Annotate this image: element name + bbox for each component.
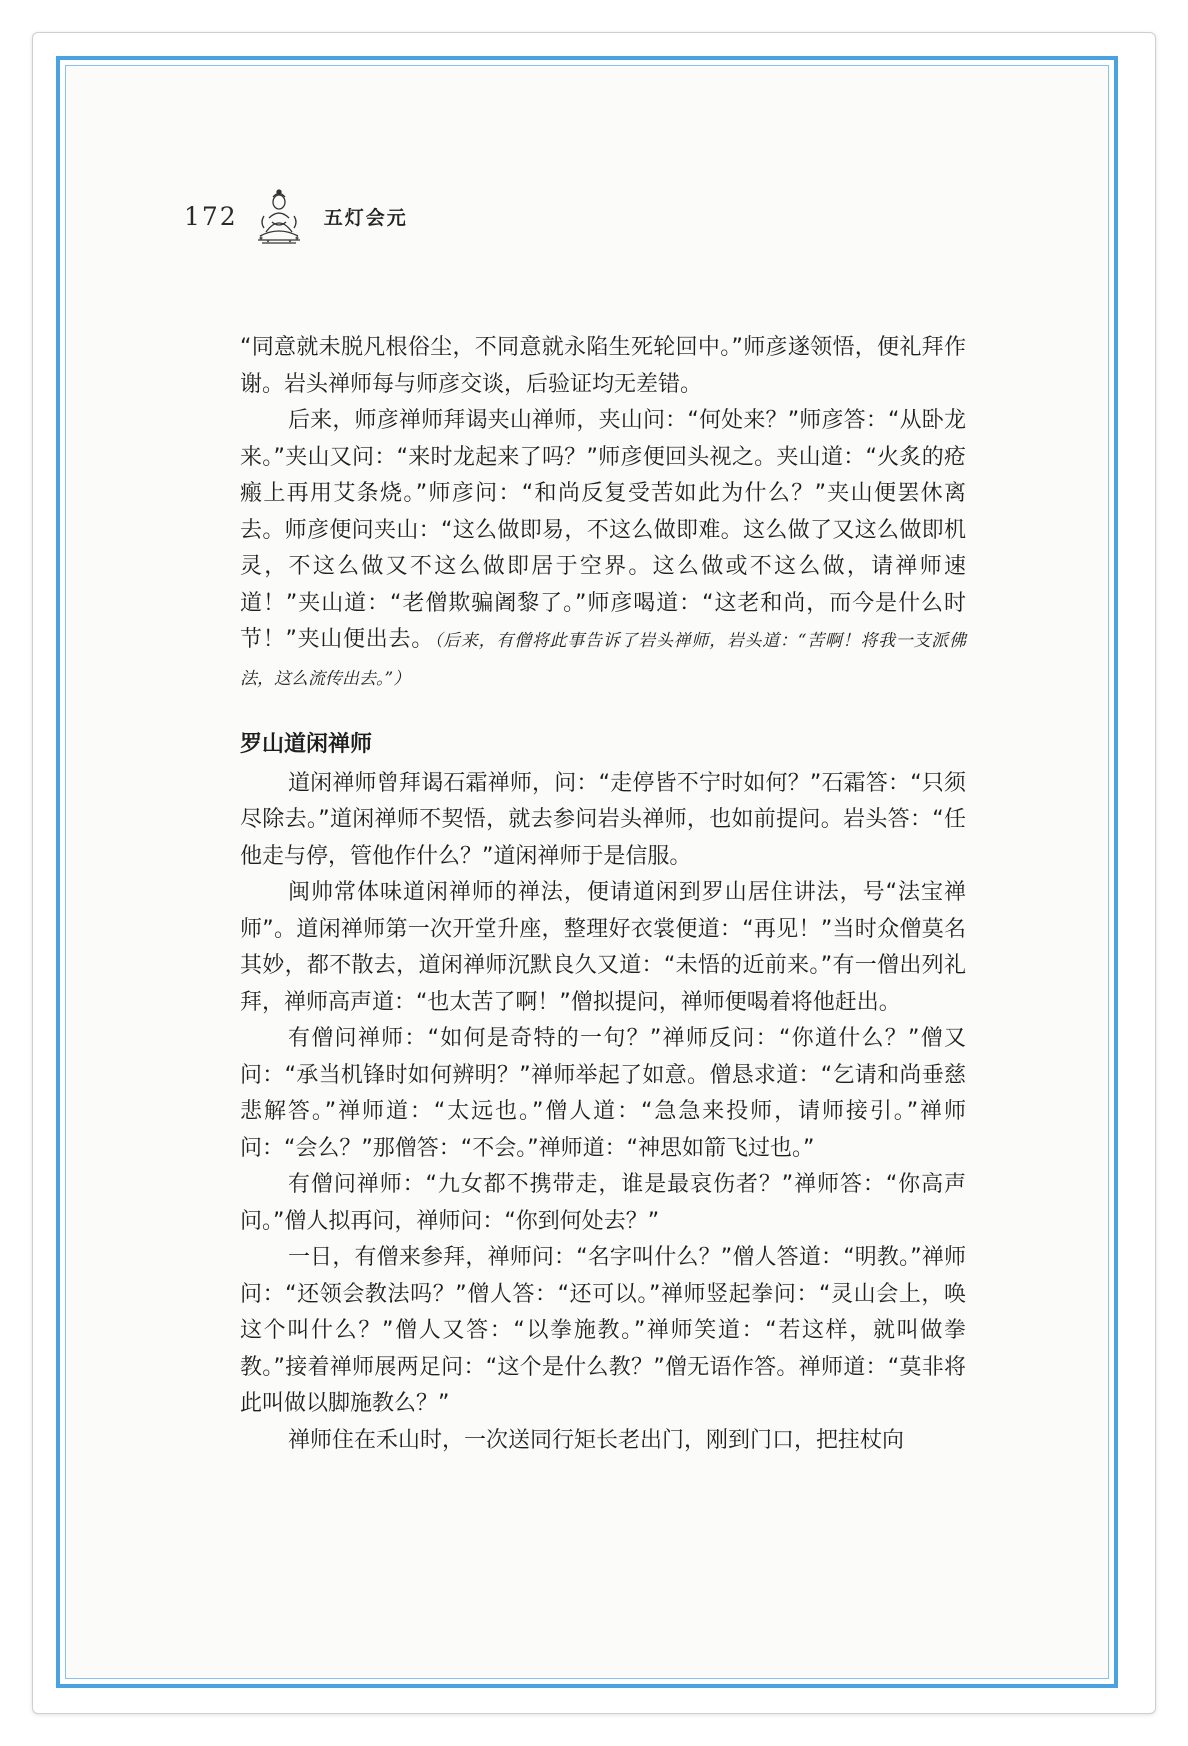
annotation-note: （后来，有僧将此事告诉了岩头禅师，岩头道：“苦啊！将我一支派佛法，这么流传出去。”） [240, 631, 966, 689]
page-body [240, 330, 966, 1459]
paragraph: “同意就未脱凡根俗尘，不同意就永陷生死轮回中。”师彦遂领悟，便礼拜作谢。岩头禅师每与师彦交谈，后验证均无差错。 [240, 335, 966, 397]
paragraph: 有僧问禅师：“九女都不携带走，谁是最哀伤者？”禅师答：“你高声问。”僧人拟再问，禅师问：“你到何处去？” [240, 1172, 966, 1234]
page-number: 172 [184, 201, 238, 231]
paragraph: 道闲禅师曾拜谒石霜禅师，问：“走停皆不宁时如何？”石霜答：“只须尽除去。”道闲禅师不契悟，就去参问岩头禅师，也如前提问。岩头答：“任他走与停，管他作什么？”道闲禅师于是信服。 [240, 770, 966, 869]
paragraph: 闽帅常体味道闲禅师的禅法，便请道闲到罗山居住讲法，号“法宝禅师”。道闲禅师第一次开堂升座，整理好衣裳便道：“再见！”当时众僧莫名其妙，都不散去，道闲禅师沉默良久又道：“未悟的近前来。”有一僧出列礼拜，禅师高声道：“也太苦了啊！”僧拟提问，禅师便喝着将他赶出。 [240, 880, 966, 1015]
paragraph-text: 后来，师彦禅师拜谒夹山禅师，夹山问：“何处来？”师彦答：“从卧龙来。”夹山又问：“来时龙起来了吗？”师彦便回头视之。夹山道：“火炙的疮瘢上再用艾条烧。”师彦问：“和尚反复受苦如此为什么？”夹山便罢休离去。师彦便问夹山：“这么做即易，不这么做即难。这么做了又这么做即机灵，不这么做又不这么做即居于空界。这么做或不这么做，请禅师速道！”夹山道：“老僧欺骗阇黎了。”师彦喝道：“这老和尚，而今是什么时节！”夹山便出去。 [240, 408, 966, 652]
buddha-icon [252, 188, 306, 244]
paragraph: 有僧问禅师：“如何是奇特的一句？”禅师反问：“你道什么？”僧又问：“承当机锋时如何辨明？”禅师举起了如意。僧恳求道：“乞请和尚垂慈悲解答。”禅师道：“太远也。”僧人道：“急急来投师，请师接引。”禅师问：“会么？”那僧答：“不会。”禅师道：“神思如箭飞过也。” [240, 1026, 966, 1161]
paragraph: 一日，有僧来参拜，禅师问：“名字叫什么？”僧人答道：“明教。”禅师问：“还领会教法吗？”僧人答：“还可以。”禅师竖起拳问：“灵山会上，唤这个叫什么？”僧人又答：“以拳施教。”禅师笑道：“若这样，就叫做拳教。”接着禅师展两足问：“这个是什么教？”僧无语作答。禅师道：“莫非将此叫做以脚施教么？” [240, 1245, 966, 1416]
section-heading: 罗山道闲禅师 [240, 732, 373, 757]
book-title: 五灯会元 [323, 206, 408, 229]
page-header [184, 186, 408, 246]
paragraph: 禅师住在禾山时，一次送同行矩长老出门，刚到门口，把拄杖向 [288, 1427, 905, 1453]
paragraph [240, 403, 966, 697]
